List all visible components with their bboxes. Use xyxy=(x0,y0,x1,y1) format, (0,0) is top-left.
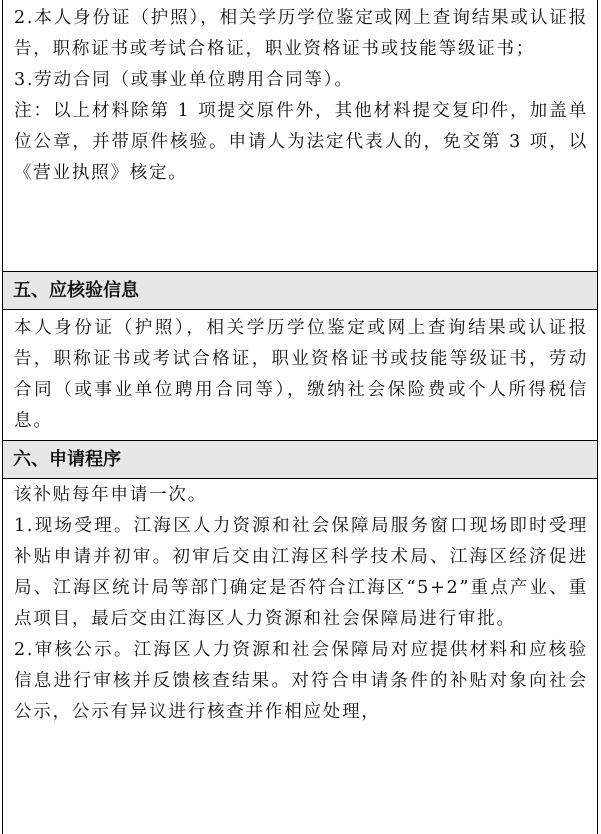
materials-note: 注：以上材料除第 1 项提交原件外，其他材料提交复印件，加盖单位公章，并带原件核验。申请人为法定代表人的，免交第 3 项，以《营业执照》核定。 xyxy=(14,101,588,183)
procedure-intro: 该补贴每年申请一次。 xyxy=(14,485,207,505)
procedure-cell xyxy=(3,479,597,728)
procedure-step-1: 1.现场受理。江海区人力资源和社会保障局服务窗口现场即时受理补贴申请并初审。初审后交由江海区科学技术局、江海区经济促进局、江海区统计局等部门确定是否符合江海区“5+2”重点产业、重点项目，最后交由江海区人力资源和社会保障局进行审批。 xyxy=(14,516,588,629)
materials-list-cell xyxy=(3,0,597,272)
material-item-3: 3.劳动合同（或事业单位聘用合同等）。 xyxy=(14,70,354,90)
procedure-step-2: 2.审核公示。江海区人力资源和社会保障局对应提供材料和应核验信息进行审核并反馈核查结果。对符合申请条件的补贴对象向社会公示，公示有异议进行核查并作相应处理， xyxy=(14,640,588,722)
verification-info-cell xyxy=(3,310,597,441)
policy-document-table xyxy=(2,0,598,834)
section-heading-verification: 五、应核验信息 xyxy=(3,272,597,310)
section-heading-procedure: 六、申请程序 xyxy=(3,441,597,479)
material-item-2: 2.本人身份证（护照），相关学历学位鉴定或网上查询结果或认证报告，职称证书或考试合格证，职业资格证书或技能等级证书； xyxy=(14,8,588,59)
verification-info-text: 本人身份证（护照），相关学历学位鉴定或网上查询结果或认证报告，职称证书或考试合格证，职业资格证书或技能等级证书，劳动合同（或事业单位聘用合同等），缴纳社会保险费或个人所得税信息。 xyxy=(14,318,588,431)
